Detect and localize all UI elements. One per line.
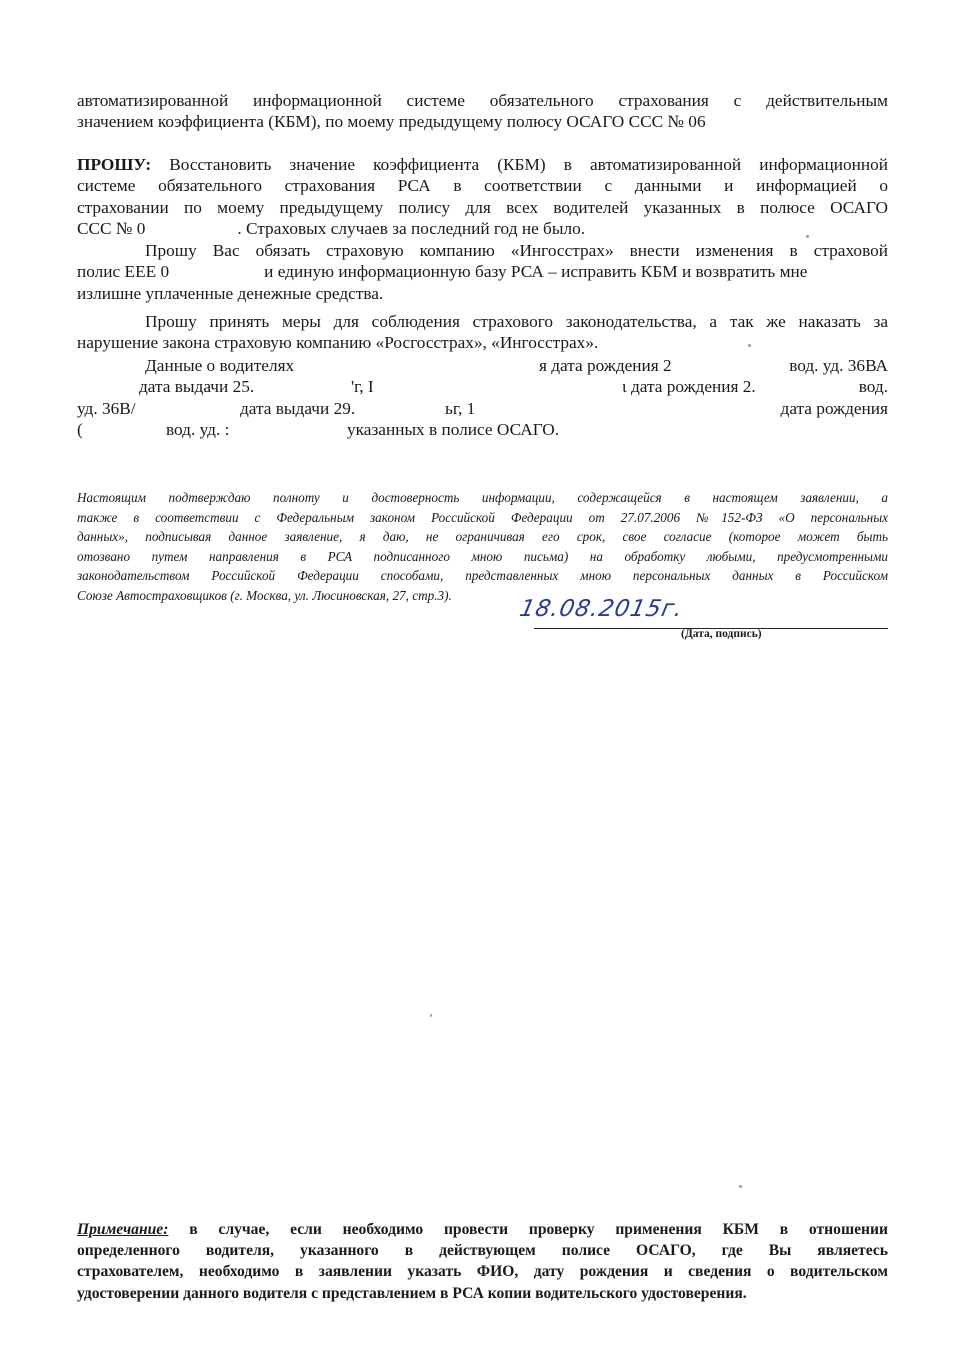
driver3-license: вод. уд. : (166, 419, 230, 439)
scan-speck (739, 1185, 742, 1188)
consent-paragraph (77, 488, 888, 606)
driver2-issue: дата выдачи 29. (240, 398, 356, 418)
driver3-birth-fragment: ( (77, 419, 83, 439)
consent-line-4: отозвано путем направления в РСА подписанного мною письма) на обработку любыми, предусмотренными (77, 548, 888, 564)
scan-speck (806, 235, 809, 238)
note-line-2: определенного водителя, указанного в действующем полисе ОСАГО, где Вы являетесь (77, 1242, 888, 1260)
ingos-policy-prefix: полис ЕЕЕ 0 (77, 262, 170, 282)
intro-paragraph (77, 90, 888, 133)
note-label: Примечание: (77, 1221, 169, 1238)
request-label: ПРОШУ: (77, 155, 152, 174)
drivers-label: Данные о водителях (145, 356, 295, 375)
drivers-paragraph (77, 355, 888, 440)
driver1-birth: я дата рождения 2 (539, 356, 672, 375)
request-policy-prefix: ССС № 0 (77, 218, 146, 238)
driver2-license: уд. 36В/ (77, 398, 136, 418)
intro-line-1: автоматизированной информационной системе обязательного страхования с действительным (77, 91, 888, 110)
request-paragraph (77, 154, 888, 239)
consent-line-6: Союзе Автостраховщиков (г. Москва, ул. Люсиновская, 27, стр.3). (77, 587, 452, 603)
drivers-line-3 (77, 398, 888, 419)
drivers-line-1 (77, 355, 888, 376)
drivers-line-2 (77, 376, 888, 397)
measures-line-1: Прошу принять меры для соблюдения страхового законодательства, а так же наказать за (145, 312, 888, 331)
consent-line-5: законодательством Российской Федерации способами, представленных мною персональных данных в Российском (77, 568, 888, 584)
note-line-1-text: в случае, если необходимо провести проверку применения КБМ в отношении (189, 1221, 888, 1238)
intro-line-2-text: значением коэффициента (КБМ), по моему предыдущему полюсу ОСАГО ССС № 06 (77, 112, 706, 132)
measures-line-2: нарушение закона страховую компанию «Росгосстрах», «Ингосстрах». (77, 333, 599, 353)
request-no-claims: . Страховых случаев за последний год не было. (237, 218, 586, 238)
ingosstrakh-paragraph (77, 240, 888, 304)
ingos-line-1: Прошу Вас обязать страховую компанию «Ингосстрах» внести изменения в страховой (145, 241, 888, 260)
note-line-4: удостоверении данного водителя с представлением в РСА копии водительского удостоверения. (77, 1284, 747, 1302)
drivers-closing: указанных в полисе ОСАГО. (347, 419, 560, 439)
note-paragraph (77, 1219, 888, 1304)
driver3-birth-label: дата рождения (780, 398, 888, 418)
ingos-line-3: излишне уплаченные денежные средства. (77, 283, 384, 303)
request-line-4 (77, 218, 888, 239)
note-line-3: страхователем, необходимо в заявлении указать ФИО, дату рождения и сведения о водительском (77, 1263, 888, 1281)
note-line-1 (77, 1219, 888, 1240)
ingos-line-2-text: и единую информационную базу РСА – исправить КБМ и возвратить мне (264, 262, 808, 282)
driver1-license: вод. уд. 36ВА (789, 356, 888, 375)
driver2-license-prefix: вод. (858, 377, 888, 397)
consent-line-2: также в соответствии с Федеральным законом Российской Федерации от 27.07.2006 №152-ФЗ «О персональных (77, 509, 888, 525)
scan-speck (430, 1014, 432, 1017)
measures-paragraph (77, 311, 888, 354)
consent-line-3: данных», подписывая данное заявление, я даю, не ограничивая его срок, свое согласие (которое может быть (77, 529, 888, 545)
request-line-2: системе обязательного страхования РСА в соответствии с данными и информацией о (77, 176, 888, 196)
signature-block (517, 596, 890, 650)
scan-speck (748, 344, 751, 347)
request-line-1-text: Восстановить значение коэффициента (КБМ) в автоматизированной информационной (169, 155, 888, 174)
intro-line-2 (77, 111, 888, 132)
consent-line-1: Настоящим подтверждаю полноту и достоверность информации, содержащейся в настоящем заявлении, а (77, 490, 888, 505)
driver3-name-fragment: ьг, 1 (445, 398, 476, 418)
driver1-issue: дата выдачи 25. (139, 377, 255, 397)
signature-caption: (Дата, подпись) (681, 628, 762, 640)
request-line-3: страховании по моему предыдущему полису для всех водителей указанных в полюсе ОСАГО (77, 197, 888, 217)
driver2-birth: ι дата рождения 2. (622, 377, 756, 397)
request-line-1 (77, 154, 888, 175)
handwritten-date: 18.08.2015г. (517, 596, 686, 622)
ingos-line-2 (77, 261, 888, 282)
drivers-line-4 (77, 419, 888, 440)
driver2-name-fragment: 'г, I (351, 377, 374, 397)
